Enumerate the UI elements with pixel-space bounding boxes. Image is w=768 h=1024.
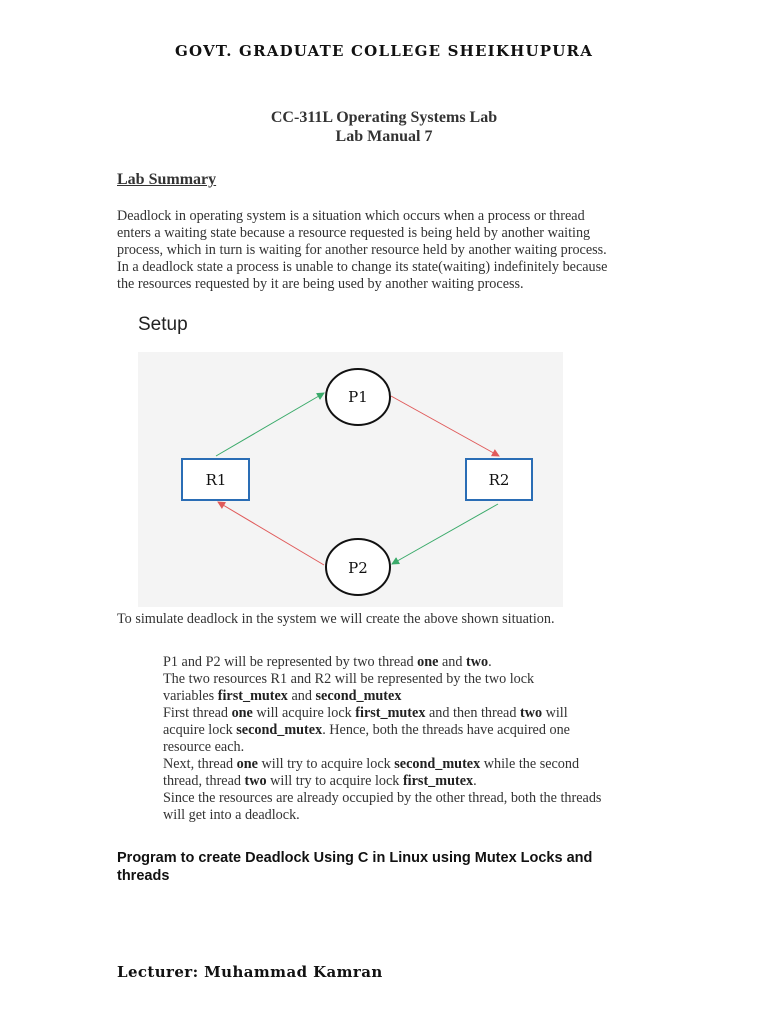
edge-p1-to-r2 bbox=[391, 396, 499, 456]
step-2: The two resources R1 and R2 will be represented by the two lock variables first_mutex and second_mutex bbox=[163, 671, 535, 704]
deadlock-diagram bbox=[138, 352, 563, 607]
college-name: GOVT. GRADUATE COLLEGE SHEIKHUPURA bbox=[174, 42, 594, 60]
step-3: First thread one will acquire lock first_mutex and then thread two will acquire lock second_mutex. Hence, both the threads have acquired one resource each. bbox=[163, 705, 570, 755]
summary-paragraph bbox=[117, 208, 662, 293]
summary-line: Deadlock in operating system is a situation which occurs when a process or thread bbox=[117, 208, 585, 224]
process-p1-label: P1 bbox=[348, 388, 368, 406]
course-title: CC-311L Operating Systems Lab bbox=[270, 109, 498, 126]
steps-list bbox=[163, 654, 653, 824]
summary-line: process, which in turn is waiting for another resource held by another waiting process. bbox=[117, 242, 607, 258]
summary-line: the resources requested by it are being used by another waiting process. bbox=[117, 276, 524, 292]
summary-line: enters a waiting state because a resource requested is being held by another waiting bbox=[117, 225, 591, 241]
lab-summary-heading: Lab Summary bbox=[117, 171, 217, 188]
step-1: P1 and P2 will be represented by two thread one and two. bbox=[163, 654, 492, 670]
lecturer-footer: Lecturer: Muhammad Kamran bbox=[117, 963, 383, 981]
edge-r2-to-p2 bbox=[392, 504, 498, 564]
program-heading bbox=[117, 849, 637, 885]
setup-heading: Setup bbox=[138, 314, 188, 335]
program-heading-line: threads bbox=[117, 868, 170, 884]
manual-title: Lab Manual 7 bbox=[335, 128, 433, 145]
edge-p2-to-r1 bbox=[218, 502, 324, 565]
step-5: Since the resources are already occupied by the other thread, both the threads will get into a deadlock. bbox=[163, 790, 602, 823]
step-4: Next, thread one will try to acquire lock second_mutex while the second thread, thread two will try to acquire lock first_mutex. bbox=[163, 756, 580, 789]
summary-line: In a deadlock state a process is unable to change its state(waiting) indefinitely because bbox=[117, 259, 608, 275]
diagram-svg bbox=[138, 352, 563, 607]
resource-r2-label: R2 bbox=[488, 471, 510, 489]
program-heading-line: Program to create Deadlock Using C in Linux using Mutex Locks and bbox=[117, 850, 593, 866]
edge-r1-to-p1 bbox=[216, 393, 324, 456]
simulate-sentence: To simulate deadlock in the system we will create the above shown situation. bbox=[117, 611, 555, 627]
resource-r1-label: R1 bbox=[205, 471, 227, 489]
process-p2-label: P2 bbox=[348, 559, 368, 577]
